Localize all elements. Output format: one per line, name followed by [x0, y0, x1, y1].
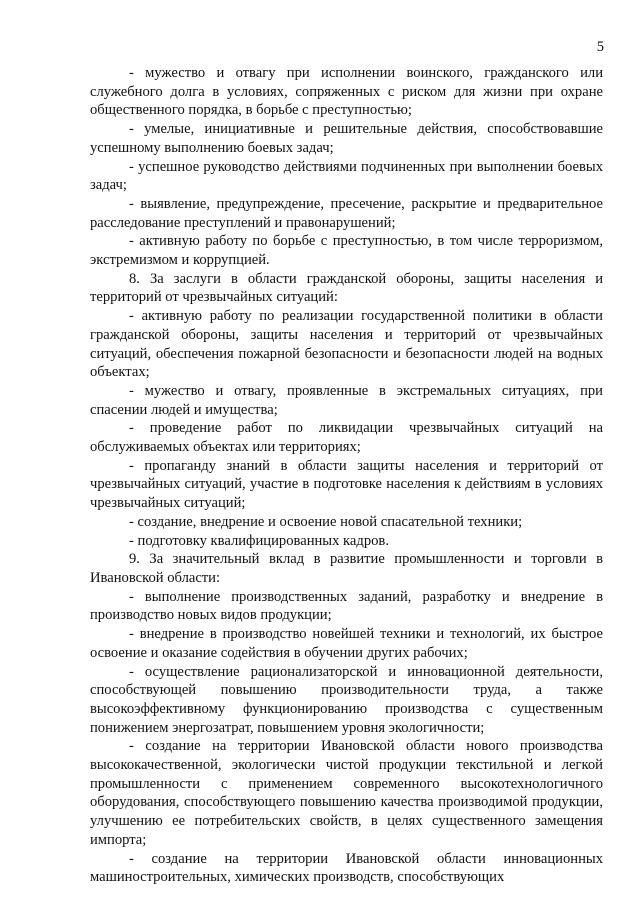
page-number: 5 [596, 39, 604, 55]
paragraph: - успешное руководство действиями подчиненных при выполнении боевых задач; [90, 158, 603, 194]
paragraph: - активную работу по борьбе с преступностью, в том числе терроризмом, экстремизмом и коррупцией. [90, 233, 603, 269]
document-body [90, 64, 603, 887]
paragraph: - осуществление рационализаторской и инновационной деятельности, способствующей повышению производительности труда, а также высокоэффективному функционированию производства с существенным понижением энергозатрат, повышением уровня экологичности; [90, 663, 603, 736]
paragraph: - пропаганду знаний в области защиты населения и территорий от чрезвычайных ситуаций, участие в подготовке населения к действиям в условиях чрезвычайных ситуаций; [90, 457, 603, 512]
paragraph: - внедрение в производство новейшей техники и технологий, их быстрое освоение и оказание содействия в обучении других рабочих; [90, 626, 603, 661]
paragraph: - выявление, предупреждение, пресечение, раскрытие и предварительное расследование преступлений и правонарушений; [90, 195, 603, 231]
paragraph: - создание на территории Ивановской области нового производства высококачественной, экологически чистой продукции текстильной и легкой промышленности с применением современного высокотехнологичного оборудования, способствующего повышению качества производимой продукции, улучшению ее потребительских свойств, в целях существенного замещения импорта; [90, 738, 603, 848]
paragraph: - выполнение производственных заданий, разработку и внедрение в производство новых видов продукции; [90, 588, 603, 624]
paragraph: - создание, внедрение и освоение новой спасательной техники; [129, 513, 523, 530]
paragraph: - мужество и отвагу, проявленные в экстремальных ситуациях, при спасении людей и имущества; [90, 382, 603, 418]
paragraph: - умелые, инициативные и решительные действия, способствовавшие успешному выполнению боевых задач; [90, 121, 603, 156]
paragraph: - мужество и отвагу при исполнении воинского, гражданского или служебного долга в условиях, сопряженных с риском для жизни при охране общественного порядка, в борьбе с преступностью; [90, 65, 603, 119]
paragraph: - подготовку квалифицированных кадров. [129, 532, 389, 549]
paragraph: - активную работу по реализации государственной политики в области гражданской обороны, защиты населения и территорий от чрезвычайных ситуаций, обеспечения пожарной безопасности и безопасности людей на водных объектах; [90, 308, 603, 381]
paragraph: - проведение работ по ликвидации чрезвычайных ситуаций на обслуживаемых объектах или территориях; [90, 420, 603, 456]
section-heading-8: 8. За заслуги в области гражданской обороны, защиты населения и территорий от чрезвычайных ситуаций: [90, 270, 603, 306]
section-heading-9: 9. За значительный вклад в развитие промышленности и торговли в Ивановской области: [90, 551, 603, 586]
paragraph: - создание на территории Ивановской области инновационных машиностроительных, химических производств, способствующих [90, 850, 603, 886]
